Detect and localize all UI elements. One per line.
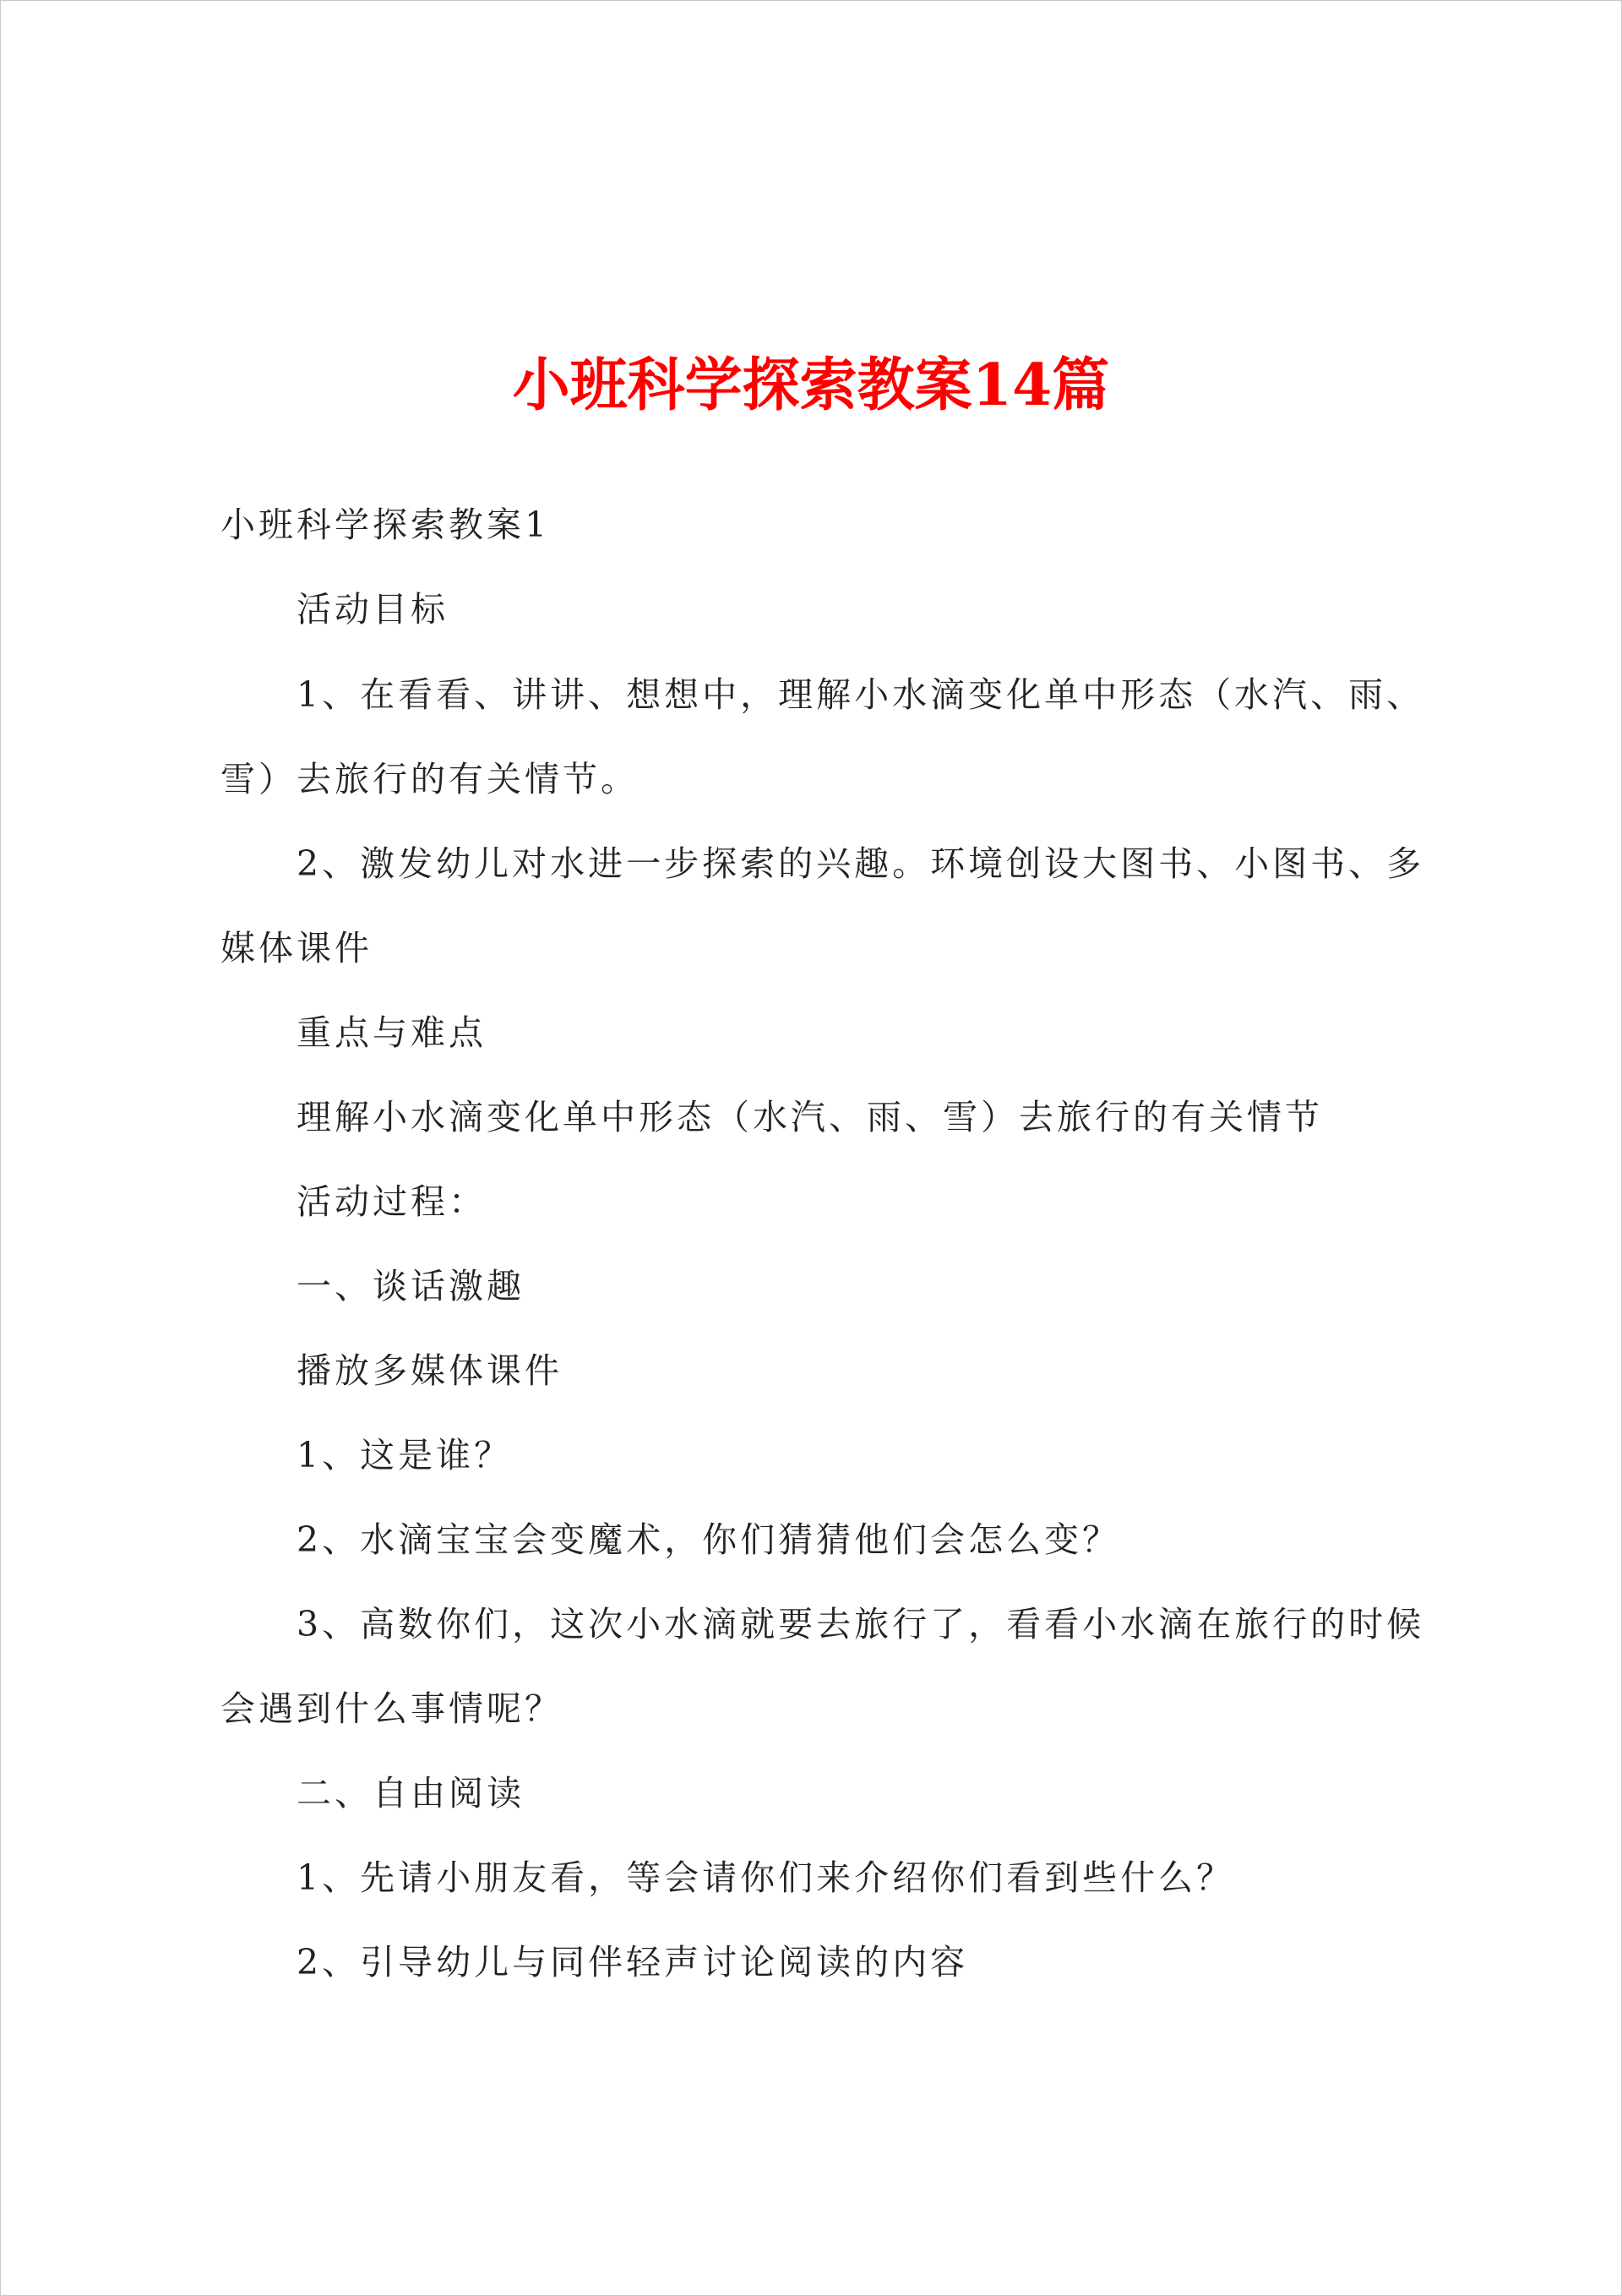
paragraph-line: 3、高数你们，这次小水滴就要去旅行了，看看小水滴在旅行的时候 <box>297 1604 1425 1644</box>
paragraph-line: 二、自由阅读 <box>297 1773 525 1813</box>
paragraph-line: 1、这是谁？ <box>297 1435 513 1475</box>
paragraph-line: 雪）去旅行的有关情节。 <box>220 759 639 799</box>
paragraph-line: 活动目标 <box>297 589 449 630</box>
paragraph-line: 活动过程： <box>297 1181 487 1222</box>
paragraph-line: 媒体课件 <box>220 928 373 968</box>
paragraph-line: 播放多媒体课件 <box>297 1350 563 1391</box>
paragraph-line: 重点与难点 <box>297 1012 487 1053</box>
paragraph-line: 2、激发幼儿对水进一步探索的兴趣。环境创设大图书、小图书、多 <box>297 843 1425 884</box>
paragraph-line: 理解小水滴变化单中形态（水汽、雨、雪）去旅行的有关情节 <box>297 1097 1323 1137</box>
paragraph-line: 2、引导幼儿与同伴轻声讨论阅读的内容 <box>297 1942 969 1982</box>
paragraph-line: 1、先请小朋友看，等会请你们来介绍你们看到些什么？ <box>297 1857 1235 1898</box>
document-title: 小班科学探索教案14篇 <box>512 352 1110 419</box>
paragraph-line: 2、水滴宝宝会变魔术，你们猜猜他们会怎么变？ <box>297 1519 1121 1560</box>
section-heading: 小班科学探索教案1 <box>220 504 551 545</box>
paragraph-line: 会遇到什么事情呢？ <box>220 1688 563 1729</box>
paragraph-line: 一、谈话激趣 <box>297 1266 525 1306</box>
paragraph-line: 1、在看看、讲讲、想想中，理解小水滴变化单中形态（水汽、雨、 <box>297 674 1425 715</box>
